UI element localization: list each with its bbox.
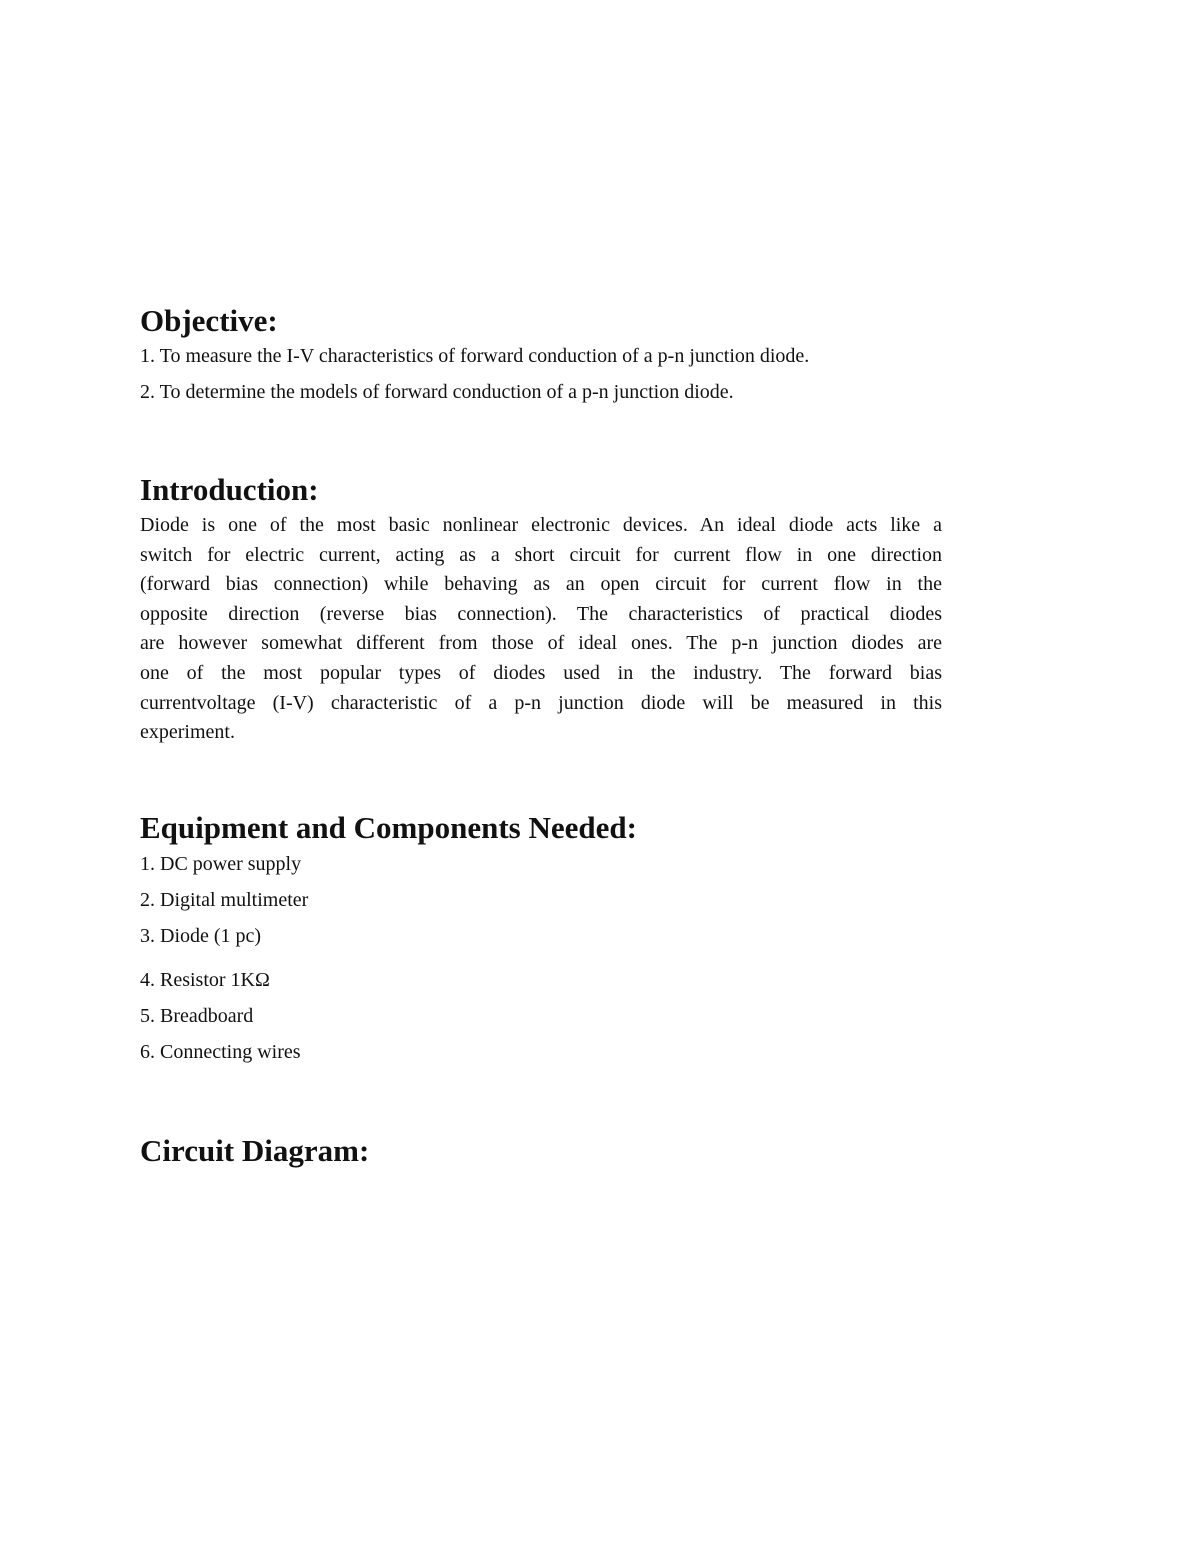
- introduction-line: currentvoltage (I-V) characteristic of a p-n junction diode will be measured in this: [140, 691, 942, 714]
- equipment-item-2: 2. Digital multimeter: [140, 889, 309, 911]
- introduction-paragraph: [140, 511, 942, 748]
- objective-item-2: 2. To determine the models of forward conduction of a p-n junction diode.: [140, 381, 734, 403]
- objective-heading: Objective:: [140, 303, 278, 338]
- introduction-line: opposite direction (reverse bias connection). The characteristics of practical diodes: [140, 602, 942, 625]
- introduction-line: are however somewhat different from those of ideal ones. The p-n junction diodes are: [140, 632, 942, 655]
- equipment-item-1: 1. DC power supply: [140, 853, 302, 875]
- circuit-diagram-heading: Circuit Diagram:: [140, 1133, 370, 1168]
- introduction-line: experiment.: [140, 721, 235, 744]
- introduction-line: (forward bias connection) while behaving as an open circuit for current flow in the: [140, 573, 942, 596]
- equipment-item-3: 3. Diode (1 pc): [140, 925, 262, 947]
- equipment-item-5: 5. Breadboard: [140, 1005, 254, 1027]
- equipment-heading: Equipment and Components Needed:: [140, 810, 637, 845]
- objective-item-1: 1. To measure the I-V characteristics of forward conduction of a p-n junction diode.: [140, 345, 810, 367]
- equipment-item-6: 6. Connecting wires: [140, 1041, 301, 1063]
- introduction-heading: Introduction:: [140, 472, 319, 507]
- equipment-item-4: 4. Resistor 1KΩ: [140, 969, 270, 991]
- introduction-line: switch for electric current, acting as a short circuit for current flow in one direction: [140, 543, 942, 566]
- introduction-line: Diode is one of the most basic nonlinear electronic devices. An ideal diode acts like a: [140, 514, 942, 536]
- introduction-line: one of the most popular types of diodes used in the industry. The forward bias: [140, 661, 942, 684]
